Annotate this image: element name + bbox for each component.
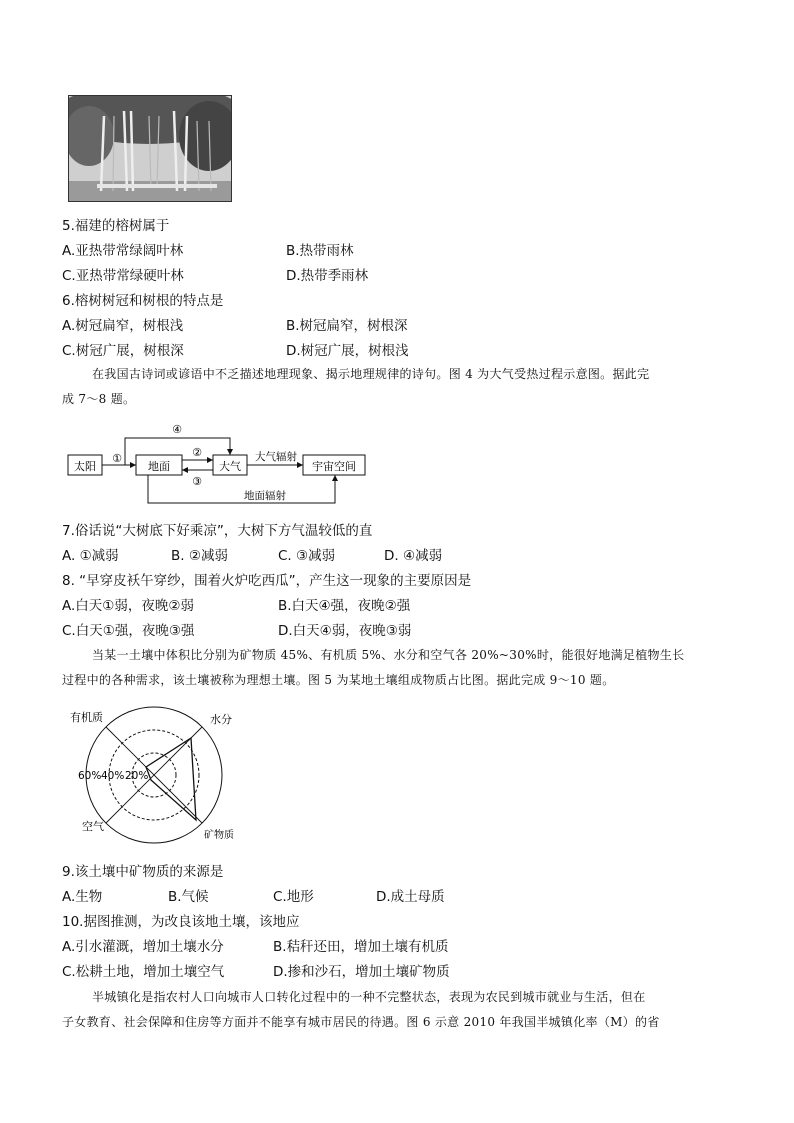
q8-option-b: B.白天④强，夜晚②强 — [278, 598, 411, 614]
q7-option-b: B. ②减弱 — [171, 548, 228, 564]
q6-option-d: D.树冠广展，树根浅 — [286, 343, 409, 359]
path-3-marker: ③ — [192, 475, 202, 488]
q9-option-d: D.成土母质 — [376, 889, 445, 905]
intro-9-10-line2: 过程中的各种需求，该土壤被称为理想土壤。图 5 为某地土壤组成物质占比图。据此完成 9～10 题。 — [62, 673, 615, 687]
q5-option-a: A.亚热带常绿阔叶林 — [62, 243, 184, 259]
ground-label: 地面 — [148, 460, 170, 473]
intro-next-line2: 子女教育、社会保障和住房等方面并不能享有城市居民的待遇。图 6 示意 2010 年我国半城镇化率（M）的省 — [62, 1015, 660, 1029]
q7-stem: 7.俗话说“大树底下好乘凉”，大树下方气温较低的直 — [62, 523, 373, 539]
axis-air-label: 空气 — [82, 820, 104, 833]
intro-7-8-line2: 成 7～8 题。 — [62, 392, 136, 406]
sun-label: 太阳 — [74, 460, 96, 473]
q7-option-c: C. ③减弱 — [278, 548, 336, 564]
axis-water-label: 水分 — [210, 713, 232, 726]
q6-option-c: C.树冠广展，树根深 — [62, 343, 184, 359]
q6-option-b: B.树冠扁窄，树根深 — [286, 318, 408, 334]
q10-option-b: B.秸秆还田，增加土壤有机质 — [273, 939, 449, 955]
atmosphere-heating-diagram — [60, 418, 380, 510]
ring-60-label: 60% — [78, 770, 102, 782]
q6-stem: 6.榕树树冠和树根的特点是 — [62, 293, 224, 309]
q7-option-d: D. ④减弱 — [384, 548, 443, 564]
intro-7-8-line1: 在我国古诗词或谚语中不乏描述地理现象、揭示地理规律的诗句。图 4 为大气受热过程示意图。据此完 — [92, 367, 650, 381]
q5-option-d: D.热带季雨林 — [286, 268, 369, 284]
q10-stem: 10.据图推测，为改良该地土壤，该地应 — [62, 914, 300, 930]
atmosphere-label: 大气 — [219, 460, 241, 473]
path-4-marker: ④ — [172, 423, 182, 436]
axis-organic-label: 有机质 — [70, 711, 103, 724]
atm-radiation-label: 大气辐射 — [255, 451, 297, 463]
q9-option-c: C.地形 — [273, 889, 314, 905]
q6-option-a: A.树冠扁窄，树根浅 — [62, 318, 184, 334]
ring-20-label: 20% — [125, 770, 149, 782]
path-2-marker: ② — [192, 446, 202, 459]
banyan-tree-photo — [68, 95, 232, 202]
q9-stem: 9.该土壤中矿物质的来源是 — [62, 864, 224, 880]
q8-stem: 8. “早穿皮袄午穿纱，围着火炉吃西瓜”，产生这一现象的主要原因是 — [62, 573, 472, 589]
path-1-marker: ① — [112, 452, 122, 465]
q10-option-d: D.掺和沙石，增加土壤矿物质 — [273, 964, 450, 980]
axis-mineral-label: 矿物质 — [204, 830, 234, 841]
ground-radiation-label: 地面辐射 — [244, 490, 286, 502]
intro-9-10-line1: 当某一土壤中体积比分别为矿物质 45%、有机质 5%、水分和空气各 20%~30%时，能很好地满足植物生长 — [92, 648, 685, 662]
q10-option-c: C.松耕土地，增加土壤空气 — [62, 964, 225, 980]
soil-profile-polygon — [146, 738, 196, 820]
q8-option-d: D.白天④弱，夜晚③弱 — [278, 623, 412, 639]
q5-stem: 5.福建的榕树属于 — [62, 218, 170, 234]
q8-option-c: C.白天①强，夜晚③强 — [62, 623, 195, 639]
q9-option-a: A.生物 — [62, 889, 103, 905]
q10-option-a: A.引水灌溉，增加土壤水分 — [62, 939, 224, 955]
ring-40-label: 40% — [101, 770, 125, 782]
q5-option-b: B.热带雨林 — [286, 243, 354, 259]
q5-option-c: C.亚热带常绿硬叶林 — [62, 268, 184, 284]
q8-option-a: A.白天①弱，夜晚②弱 — [62, 598, 194, 614]
soil-composition-chart — [66, 705, 256, 847]
intro-next-line1: 半城镇化是指农村人口向城市人口转化过程中的一种不完整状态，表现为农民到城市就业与生活，但在 — [92, 990, 646, 1004]
space-label: 宇宙空间 — [312, 460, 356, 473]
q7-option-a: A. ①减弱 — [62, 548, 119, 564]
q9-option-b: B.气候 — [168, 889, 209, 905]
